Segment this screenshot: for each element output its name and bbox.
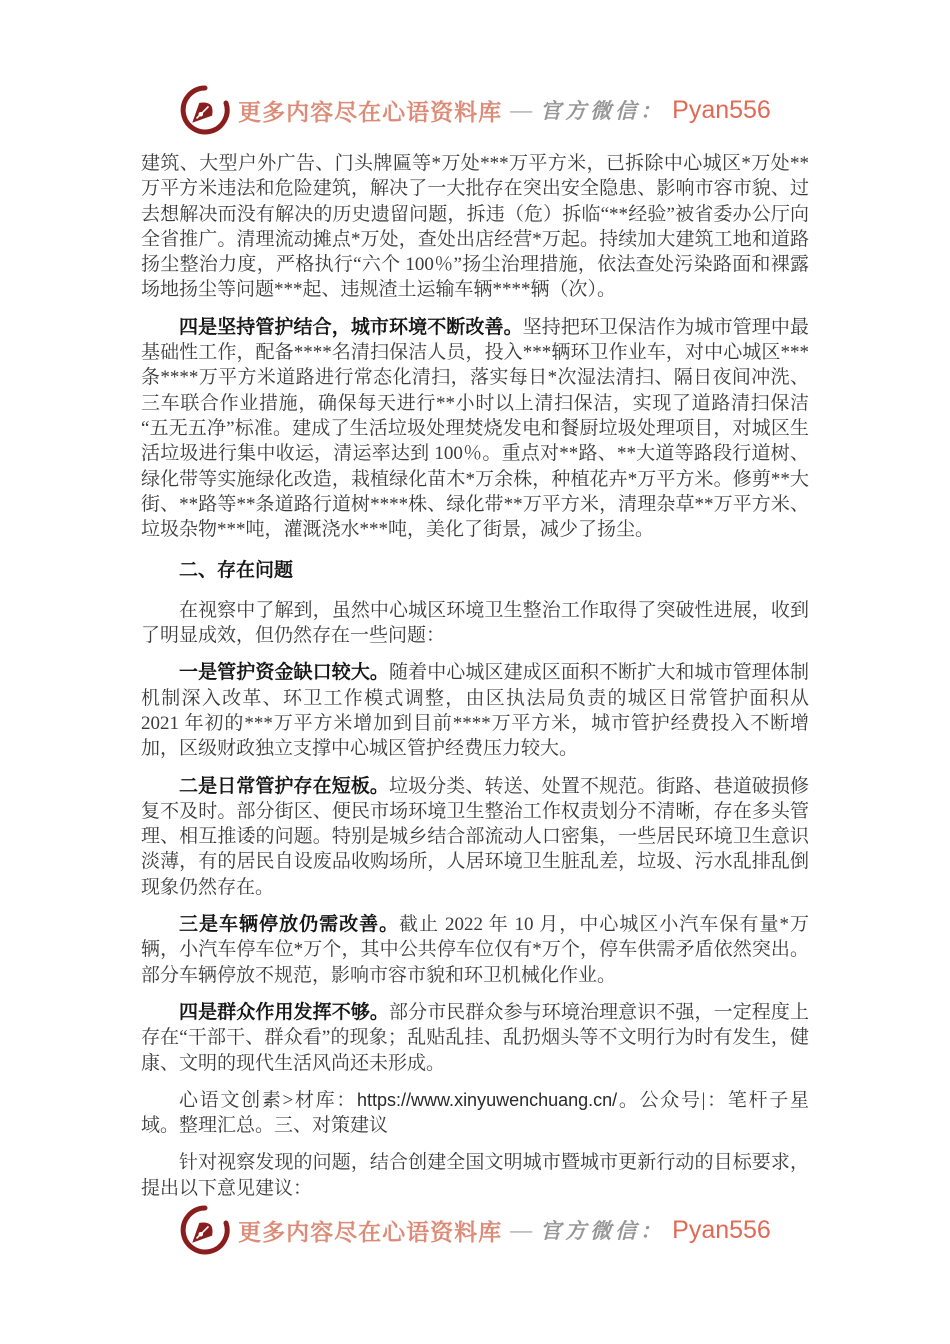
source-note-suffix: 。公众号|：笔杆子星域。整理汇总。三、对策建议 (141, 1089, 809, 1137)
source-note-url: https://www.xinyuwenchuang.cn/ (357, 1089, 618, 1110)
paragraph-text: 随着中心城区建成区面积不断扩大和城市管理体制机制深入改革、环卫工作模式调整，由区执法局负责的城区日常管护面积从 2021 年初的***万平方米增加到目前****万平方米，城市管护经费投入不断增加，区级财政独立支撑中心城区管护经费压力较大。 (141, 662, 809, 760)
paragraph-lead-bold: 二是日常管护存在短板。 (179, 775, 390, 797)
paragraph-text: 截止 2022 年 10 月，中心城区小汽车保有量*万辆，小汽车停车位*万个，其中公共停车位仅有*万个，停车供需矛盾依然突出。部分车辆停放不规范，影响市容市貌和环卫机械化作业。 (141, 914, 809, 986)
paragraph-funding-gap (141, 660, 809, 761)
paragraph-text: 坚持把环卫保洁作为城市管理中最基础性工作，配备****名清扫保洁人员，投入***辆环卫作业车，对中心城区***条****万平方米道路进行常态化清扫，落实每日*次湿法清扫、隔日夜间冲洗、三车联合作业措施，确保每天进行**小时以上清扫保洁，实现了道路清扫保洁“五无五净”标准。建成了生活垃圾处理焚烧发电和餐厨垃圾处理项目，对城区生活垃圾进行集中收运，清运率达到 100％。重点对**路、**大道等路段行道树、绿化带等实施绿化改造，栽植绿化苗木*万余株，种植花卉*万平方米。修剪**大街、**路等**条道路行道树****株、绿化带**万平方米，清理杂草**万平方米、垃圾杂物***吨，灌溉浇水***吨，美化了街景，减少了扬尘。 (141, 316, 809, 541)
source-note-prefix: 心语文创素>材库： (179, 1089, 358, 1111)
document-footer (0, 1204, 950, 1256)
paragraph-demolition-results: 建筑、大型户外广告、门头牌匾等*万处***万平方米，已拆除中心城区*万处**万平方米违法和危险建筑，解决了一大批存在突出安全隐患、影响市容市貌、过去想解决而没有解决的历史遗留问题，拆违（危）拆临“**经验”被省委办公厅向全省推广。清理流动摊点*万处，查处出店经营*万起。持续加大建筑工地和道路扬尘整治力度，严格执行“六个 100％”扬尘治理措施，依法查处污染路面和裸露场地扬尘等问题***起、违规渣土运输车辆****辆（次）。 (141, 153, 809, 301)
paragraph-city-environment (141, 315, 809, 543)
paragraph-daily-management-gaps (141, 774, 809, 900)
footer-brand-text: 更多内容尽在心语资料库 (238, 1219, 503, 1245)
paragraph-suggestions-intro: 针对视察发现的问题，结合创建全国文明城市暨城市更新行动的目标要求，提出以下意见建议： (141, 1152, 809, 1199)
header-dash: — (510, 97, 533, 122)
header-brand-text: 更多内容尽在心语资料库 (238, 99, 503, 125)
footer-wechat-label: 官方微信： (540, 1219, 666, 1243)
section-heading-existing-problems: 二、存在问题 (179, 560, 294, 582)
document-body (141, 151, 809, 1201)
paragraph-parking-issues (141, 912, 809, 988)
footer-dash: — (510, 1217, 533, 1242)
document-header (0, 0, 950, 136)
pen-nib-logo-icon (179, 84, 231, 136)
paragraph-lead-bold: 三是车辆停放仍需改善。 (179, 914, 400, 936)
paragraph-text: 垃圾分类、转送、处置不规范。街路、巷道破损修复不及时。部分街区、便民市场环境卫生整治工作权责划分不清晰，存在多头管理、相互推诿的问题。特别是城乡结合部流动人口密集，一些居民环境卫生意识淡薄，有的居民自设废品收购场所，人居环境卫生脏乱差，垃圾、污水乱排乱倒现象仍然存在。 (141, 775, 809, 898)
paragraph-public-participation (141, 1000, 809, 1076)
paragraph-source-note (141, 1088, 809, 1139)
header-wechat-label: 官方微信： (540, 99, 666, 123)
paragraph-text: 部分市民群众参与环境治理意识不强，一定程度上存在“干部干、群众看”的现象；乱贴乱挂、乱扔烟头等不文明行为时有发生，健康、文明的现代生活风尚还未形成。 (141, 1001, 809, 1074)
paragraph-lead-bold: 一是管护资金缺口较大。 (179, 662, 390, 684)
footer-wechat-id: Pyan556 (672, 1215, 771, 1244)
header-wechat-id: Pyan556 (672, 95, 771, 124)
pen-nib-logo-icon (179, 1204, 231, 1256)
paragraph-lead-bold: 四是坚持管护结合，城市环境不断改善。 (179, 316, 523, 338)
paragraph-inspection-intro: 在视察中了解到，虽然中心城区环境卫生整治工作取得了突破性进展，收到了明显成效，但仍然存在一些问题： (141, 599, 809, 647)
paragraph-lead-bold: 四是群众作用发挥不够。 (179, 1001, 390, 1023)
